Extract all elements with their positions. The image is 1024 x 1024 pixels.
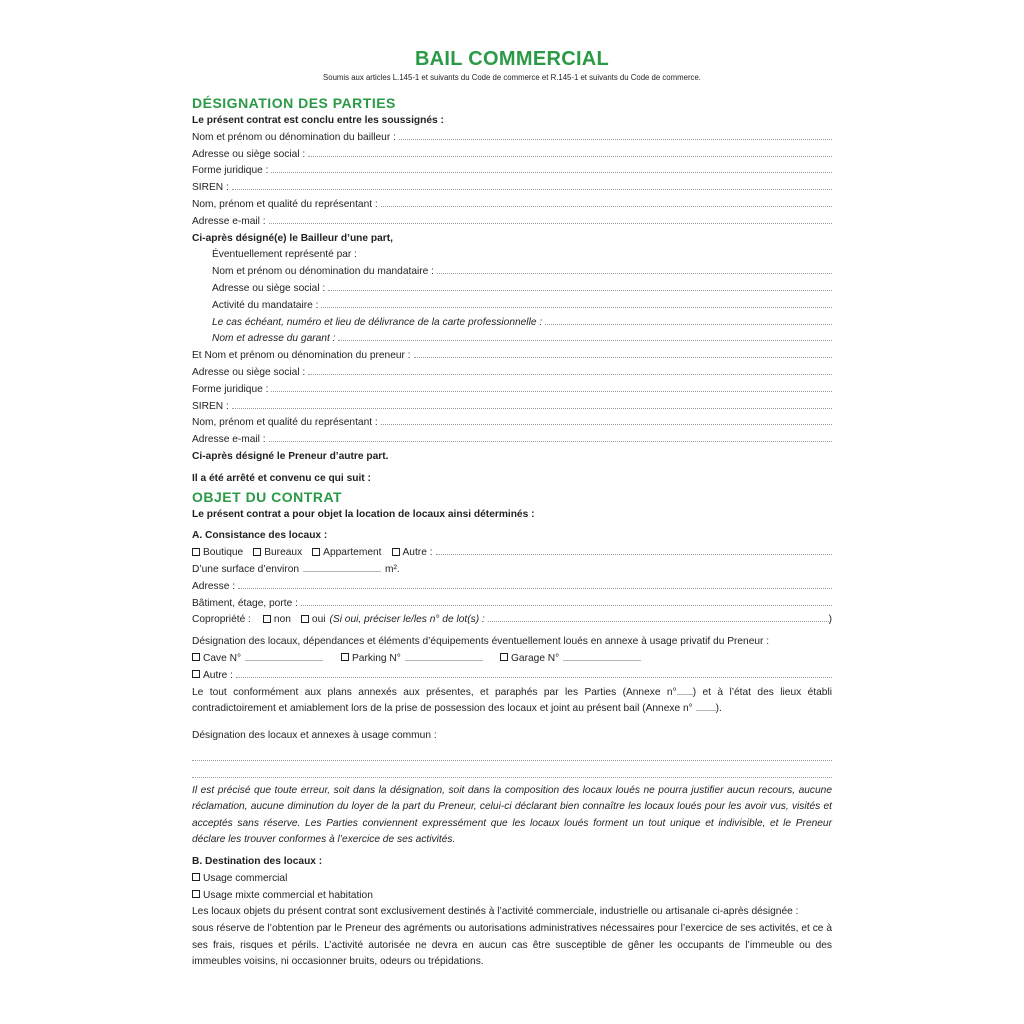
commun-line-1[interactable] xyxy=(192,744,832,761)
checkbox[interactable] xyxy=(392,548,400,556)
copro-oui-option[interactable]: oui xyxy=(301,612,326,629)
type-autre-option[interactable]: Autre : xyxy=(392,545,433,562)
form-content xyxy=(192,94,832,971)
surface-row: D’une surface d’environ m². xyxy=(192,563,400,575)
section-heading-objet: OBJET DU CONTRAT xyxy=(192,488,343,505)
checkbox[interactable] xyxy=(253,548,261,556)
preneur-legal-form-field[interactable]: Forme juridique : xyxy=(192,382,832,399)
designation-commun: Désignation des locaux et annexes à usage commun : xyxy=(192,729,437,741)
checkbox[interactable] xyxy=(312,548,320,556)
conformity-paragraph: Le tout conformément aux plans annexés aux présentes, et paraphés par les Parties (Annexe n° ) et à l’état des lieux établi contradictoirement et amiablement lors de la prise de possession des locaux et joint au présent bail (Annexe n° ). xyxy=(192,686,832,715)
checkbox[interactable] xyxy=(301,615,309,623)
preneur-closing: Ci-après désigné le Preneur d’autre part. xyxy=(192,450,389,462)
destination-heading: B. Destination des locaux : xyxy=(192,856,323,868)
preneur-name-field[interactable]: Et Nom et prénom ou dénomination du preneur : xyxy=(192,348,832,365)
cave-option[interactable]: Cave N° xyxy=(192,651,341,668)
reserve-paragraph: sous réserve de l’obtention par le Preneur des agréments ou autorisations administratives nécessaires pour l’exercice de ses activités, et ce à ses frais, risques et périls. L’activité autorisée ne devra en aucun cas être susceptible de gêner les occupants de l’immeuble ou des immeubles voisins, ni occasionner bruits, odeurs ou trépidations. xyxy=(192,923,832,968)
checkbox[interactable] xyxy=(192,548,200,556)
checkbox[interactable] xyxy=(263,615,271,623)
objet-intro: Le présent contrat a pour objet la location de locaux ainsi déterminés : xyxy=(192,508,535,520)
parking-option[interactable]: Parking N° xyxy=(341,651,500,668)
bailleur-legal-form-field[interactable]: Forme juridique : xyxy=(192,163,832,180)
type-boutique-option[interactable]: Boutique xyxy=(192,545,243,562)
bailleur-email-field[interactable]: Adresse e-mail : xyxy=(192,214,832,231)
copropriete-row: Copropriété : non oui (Si oui, préciser le/les n° de lot(s) : ) xyxy=(192,612,832,629)
bailleur-name-field[interactable]: Nom et prénom ou dénomination du bailleur : xyxy=(192,130,832,147)
checkbox[interactable] xyxy=(192,890,200,898)
surface-field[interactable] xyxy=(303,563,381,572)
preneur-address-field[interactable]: Adresse ou siège social : xyxy=(192,365,832,382)
mandataire-intro: Éventuellement représenté par : xyxy=(212,249,357,261)
plans-annex-number[interactable] xyxy=(677,686,693,695)
type-autre-field[interactable] xyxy=(436,546,832,555)
preneur-email-field[interactable]: Adresse e-mail : xyxy=(192,432,832,449)
section-heading-parties: DÉSIGNATION DES PARTIES xyxy=(192,95,396,111)
copro-non-option[interactable]: non xyxy=(263,612,291,629)
mandataire-activity-field[interactable]: Activité du mandataire : xyxy=(192,298,832,315)
usage-mixte-option[interactable]: Usage mixte commercial et habitation xyxy=(192,888,832,905)
guarantor-field[interactable]: Nom et adresse du garant : xyxy=(192,331,832,348)
adresse-field[interactable]: Adresse : xyxy=(192,579,832,596)
premises-type-row xyxy=(192,545,832,562)
clause-paragraph: Il est précisé que toute erreur, soit dans la désignation, soit dans la composition des locaux loués ne pourra justifier aucun recours, aucune réclamation, aucune diminution du loyer de la part du Preneur, celui-ci déclarant bien connaître les locaux loués pour les avoir vus, visités et acceptés sans réserve. Les Parties conviennent expressément que les locaux loués forment un tout unique et indivisible, et le Preneur déclare les trouver conformes à l’exercice de ses activités. xyxy=(192,784,832,846)
checkbox[interactable] xyxy=(341,653,349,661)
checkbox[interactable] xyxy=(500,653,508,661)
batiment-field[interactable]: Bâtiment, étage, porte : xyxy=(192,596,832,613)
type-appartement-option[interactable]: Appartement xyxy=(312,545,381,562)
bailleur-siren-field[interactable]: SIREN : xyxy=(192,180,832,197)
commun-line-2[interactable] xyxy=(192,761,832,778)
checkbox[interactable] xyxy=(192,670,200,678)
agreement-statement: Il a été arrêté et convenu ce qui suit : xyxy=(192,472,371,484)
mandataire-name-field[interactable]: Nom et prénom ou dénomination du mandataire : xyxy=(192,264,832,281)
inventory-annex-number[interactable] xyxy=(696,702,716,711)
annexes-row xyxy=(192,651,832,668)
garage-option[interactable]: Garage N° xyxy=(500,651,641,668)
designation-privatif: Désignation des locaux, dépendances et éléments d’équipements éventuellement loués en annexe à usage privatif du Preneur : xyxy=(192,636,770,648)
usage-commercial-option[interactable]: Usage commercial xyxy=(192,871,832,888)
bailleur-address-field[interactable]: Adresse ou siège social : xyxy=(192,147,832,164)
document-title: BAIL COMMERCIAL xyxy=(414,48,610,70)
bailleur-closing: Ci-après désigné(e) le Bailleur d’une part, xyxy=(192,232,393,244)
consistance-heading: A. Consistance des locaux : xyxy=(192,530,328,542)
mandataire-address-field[interactable]: Adresse ou siège social : xyxy=(192,281,832,298)
lot-number-field[interactable] xyxy=(488,613,829,622)
checkbox[interactable] xyxy=(192,653,200,661)
checkbox[interactable] xyxy=(192,873,200,881)
destination-paragraph: Les locaux objets du présent contrat sont exclusivement destinés à l’activité commerciale, industrielle ou artisanale ci-après désignée : xyxy=(192,906,799,918)
preneur-siren-field[interactable]: SIREN : xyxy=(192,399,832,416)
document-subtitle: Soumis aux articles L.145-1 et suivants du Code de commerce et R.145-1 et suivants du Code de commerce. xyxy=(323,73,701,82)
professional-card-field[interactable]: Le cas échéant, numéro et lieu de délivrance de la carte professionnelle : xyxy=(192,315,832,332)
type-bureaux-option[interactable]: Bureaux xyxy=(253,545,302,562)
preneur-representative-field[interactable]: Nom, prénom et qualité du représentant : xyxy=(192,415,832,432)
bailleur-representative-field[interactable]: Nom, prénom et qualité du représentant : xyxy=(192,197,832,214)
parties-intro: Le présent contrat est conclu entre les soussignés : xyxy=(192,115,444,126)
autre-annexe-field[interactable]: Autre : xyxy=(192,668,832,685)
